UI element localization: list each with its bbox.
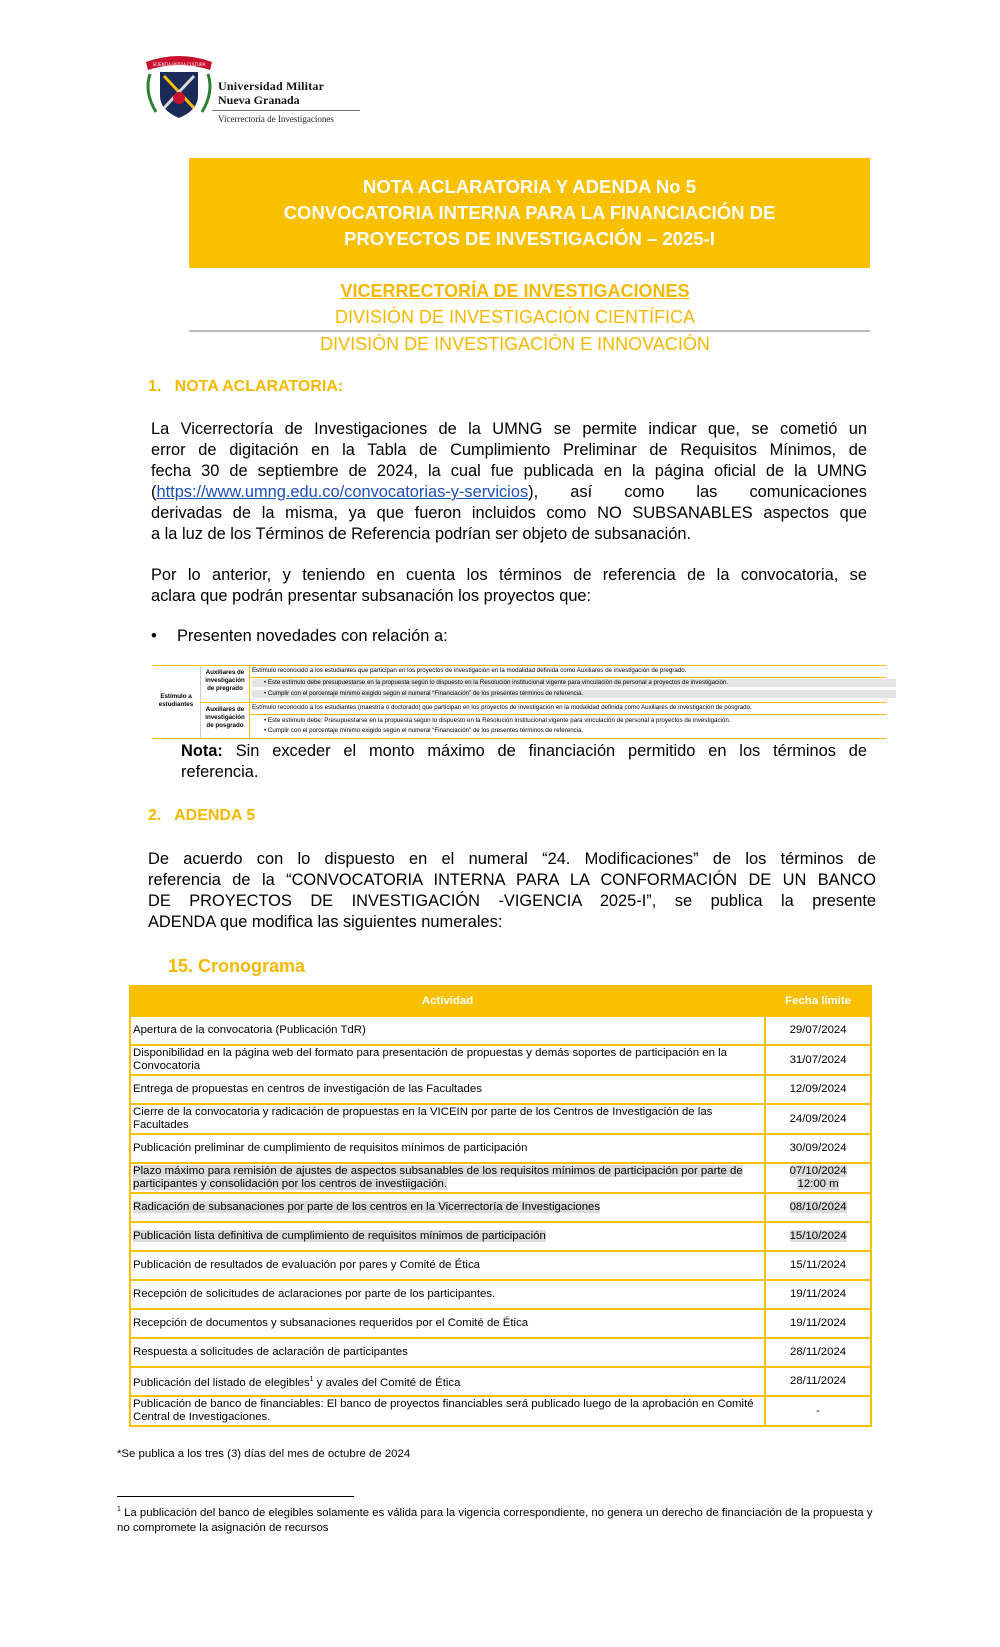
p1-line: La Vicerrectoría de Investigaciones de la UMNG se permite indicar que, se cometió un [151, 420, 867, 438]
cronograma-table [129, 985, 872, 1427]
activity-cell: Recepción de solicitudes de aclaraciones por parte de los participantes. [130, 1280, 765, 1309]
activity-text: y avales del Comité de Ética [313, 1376, 461, 1389]
stimulus-row: • Este estímulo debe: Presupuestarse en la propuesta según lo dispuesto en la Resolución institucional vigente para vinculación de personal a proyectos de investigación. [264, 717, 731, 724]
time-text-highlighted: 12:00 m [797, 1178, 839, 1190]
date-cell: 19/11/2024 [765, 1280, 871, 1309]
activity-text-highlighted: Publicación lista definitiva de cumplimiento de requisitos mínimos de participación [133, 1230, 546, 1242]
bullet-item [151, 627, 448, 646]
nota-line1 [181, 741, 867, 762]
nota-text: Sin exceder el monto máximo de financiación permitido en los términos de [222, 742, 867, 760]
date-text-highlighted: 08/10/2024 [789, 1201, 847, 1213]
header-title-line2: CONVOCATORIA INTERNA PARA LA FINANCIACIÓN DE [283, 202, 776, 223]
convocatorias-link[interactable]: https://www.umng.edu.co/convocatorias-y-servicios [156, 483, 529, 501]
bullet-dot: • [151, 627, 157, 645]
activity-cell: Cierre de la convocatoria y radicación de propuestas en la VICEIN por parte de los Centros de Investigación de las Facultades [130, 1104, 765, 1134]
p1-line-link [151, 482, 867, 503]
shield-emblem-icon [140, 52, 218, 124]
p3-line: De acuerdo con lo dispuesto en el numeral “24. Modificaciones” de los términos de [148, 850, 876, 868]
table-row [130, 1367, 871, 1396]
col-fecha-limite: Fecha límite [765, 986, 871, 1016]
p1-line-rest: ), así como las comunicaciones [528, 483, 867, 501]
divider [189, 330, 870, 332]
activity-cell: Recepción de documentos y subsanaciones requeridos por el Comité de Ética [130, 1309, 765, 1338]
p2-line: Por lo anterior, y teniendo en cuenta los términos de referencia de la convocatoria, se [151, 566, 867, 584]
stimulus-label-posgrado: Auxiliares de investigación de posgrado [205, 706, 245, 729]
p3-line: referencia de la “CONVOCATORIA INTERNA PARA LA CONFORMACIÓN DE UN BANCO [148, 871, 876, 889]
section2-heading: 2. ADENDA 5 [148, 807, 256, 824]
activity-cell: Publicación preliminar de cumplimiento de requisitos mínimos de participación [130, 1134, 765, 1163]
date-cell: 28/11/2024 [765, 1367, 871, 1396]
p1-line: error de digitación en la Tabla de Cumplimiento Preliminar de Requisitos Mínimos, de [151, 441, 867, 459]
p1-line: derivadas de la misma, ya que fueron incluidos como NO SUBSANABLES aspectos que [151, 504, 867, 522]
nota-label: Nota: [181, 742, 223, 760]
vicerrectoria-title: VICERRECTORÍA DE INVESTIGACIONES [340, 281, 690, 301]
activity-cell: Entrega de propuestas en centros de investigación de las Facultades [130, 1075, 765, 1104]
nota-paragraph [181, 741, 867, 783]
date-cell: 24/09/2024 [765, 1104, 871, 1134]
p3-line: ADENDA que modifica las siguientes numerales: [148, 913, 503, 931]
stimulus-row: • Este estímulo debe presupuestarse en la propuesta según lo dispuesto en la Resolución institucional vigente para vinculación de personal a proyectos de investigación. [252, 679, 896, 687]
date-text-highlighted: 15/10/2024 [789, 1230, 847, 1242]
date-cell [765, 1193, 871, 1222]
date-cell: 19/11/2024 [765, 1309, 871, 1338]
date-cell: 31/07/2024 [765, 1045, 871, 1075]
table-row [130, 1045, 871, 1075]
p2-line: aclara que podrán presentar subsanación los proyectos que: [151, 587, 592, 605]
col-actividad: Actividad [130, 986, 765, 1016]
date-cell: - [765, 1396, 871, 1426]
p1-line: fecha 30 de septiembre de 2024, la cual fue publicada en la página oficial de la UMNG [151, 462, 867, 480]
activity-text-highlighted: Radicación de subsanaciones por parte de los centros en la Vicerrectoría de Investigaciones [133, 1201, 601, 1213]
table-row [130, 1280, 871, 1309]
activity-cell: Respuesta a solicitudes de aclaración de participantes [130, 1338, 765, 1367]
cronograma-heading: 15. Cronograma [168, 956, 306, 976]
table-row [130, 1396, 871, 1426]
footnote-ref: 1 [309, 1376, 314, 1384]
date-text-highlighted: 07/10/2024 [789, 1165, 847, 1177]
paren: ( [151, 483, 157, 501]
activity-text-highlighted: Plazo máximo para remisión de ajustes de aspectos subsanables de los requisitos mínimos de participación por parte de participantes y consolidación por los centros de investiigación. [133, 1165, 743, 1190]
date-cell: 29/07/2024 [765, 1016, 871, 1045]
footnote-divider [117, 1496, 354, 1497]
section1-paragraph2 [151, 565, 867, 607]
footnote-mark: 1 [117, 1506, 121, 1513]
logo-banner-text: SCIENTIA PATRIA CULTURA [152, 62, 206, 67]
division-cientifica: DIVISIÓN DE INVESTIGACIÓN CIENTÍFICA [334, 307, 696, 327]
date-cell: 12/09/2024 [765, 1075, 871, 1104]
logo-line1: Universidad Militar [218, 79, 325, 93]
table-row [130, 1075, 871, 1104]
date-cell: 15/11/2024 [765, 1251, 871, 1280]
stimulus-label-pregrado: Auxiliares de investigación de pregrado [205, 669, 245, 692]
table-row [130, 1134, 871, 1163]
activity-cell [130, 1367, 765, 1396]
table-row [130, 1193, 871, 1222]
activity-cell: Publicación de banco de financiables: El banco de proyectos financiables será publicado luego de la aprobación en Comité Central de Investigaciones. [130, 1396, 765, 1426]
p1-line: a la luz de los Términos de Referencia podrían ser objeto de subsanación. [151, 525, 692, 543]
footnote-text: La publicación del banco de elegibles solamente es válida para la vigencia correspondiente, no genera un derecho de financiación de la propuesta y no compromete la asignación de recursos [117, 1506, 873, 1534]
section2-paragraph [148, 849, 876, 933]
table-row [130, 1163, 871, 1193]
stimulus-row: Estímulo reconocido a los estudiantes (maestría o doctorado) que participan en los proyectos de investigación en la modalidad definida como Auxiliares de investigación de posgrado. [252, 704, 752, 711]
p3-line: DE PROYECTOS DE INVESTIGACIÓN -VIGENCIA 2025-I”, se publica la presente [148, 892, 876, 910]
table-row [130, 1016, 871, 1045]
header-title-line1: NOTA ACLARATORIA Y ADENDA No 5 [362, 176, 696, 197]
stimulus-row: • Cumplir con el porcentaje mínimo exigido según el numeral “Financiación” de los presentes términos de referencia. [264, 727, 584, 734]
activity-cell [130, 1222, 765, 1251]
date-cell [765, 1222, 871, 1251]
logo-line2: Nueva Granada [218, 93, 300, 107]
table-row [130, 1309, 871, 1338]
university-logo [140, 52, 350, 124]
stimulus-table-image [152, 665, 886, 739]
activity-text: Publicación del listado de elegibles [133, 1376, 310, 1389]
stimulus-row: Estímulo reconocido a los estudiantes que participan en los proyectos de investigación en la modalidad definida como Auxiliares de investigación de pregrado. [252, 667, 687, 674]
logo-line3: Vicerrectoría de Investigaciones [218, 114, 334, 124]
bullet-text: Presenten novedades con relación a: [177, 627, 448, 645]
header-title-line3: PROYECTOS DE INVESTIGACIÓN – 2025-I [344, 228, 715, 249]
date-cell: 28/11/2024 [765, 1338, 871, 1367]
table-row [130, 1222, 871, 1251]
activity-cell [130, 1193, 765, 1222]
activity-cell: Publicación de resultados de evaluación por pares y Comité de Ética [130, 1251, 765, 1280]
section1-paragraph1 [151, 419, 867, 545]
activity-cell [130, 1163, 765, 1193]
table-row [130, 1338, 871, 1367]
date-cell [765, 1163, 871, 1193]
header-title-box [189, 158, 870, 268]
footnote [117, 1502, 887, 1536]
stimulus-row: • Cumplir con el porcentaje mínimo exigido según el numeral “Financiación” de los presentes términos de referencia. [252, 690, 896, 698]
division-innovacion: DIVISIÓN DE INVESTIGACIÓN E INNOVACIÓN [320, 334, 710, 354]
activity-cell: Disponibilidad en la página web del formato para presentación de propuestas y demás soportes de participación en la Convocatoria [130, 1045, 765, 1075]
date-cell: 30/09/2024 [765, 1134, 871, 1163]
table-row [130, 1104, 871, 1134]
table-row [130, 1251, 871, 1280]
stimulus-category: Estímulo a estudiantes [158, 693, 194, 708]
publication-note: *Se publica a los tres (3) días del mes de octubre de 2024 [117, 1448, 411, 1460]
section1-heading: 1. NOTA ACLARATORIA: [148, 378, 344, 395]
nota-line2: referencia. [181, 763, 259, 781]
activity-cell: Apertura de la convocatoria (Publicación TdR) [130, 1016, 765, 1045]
